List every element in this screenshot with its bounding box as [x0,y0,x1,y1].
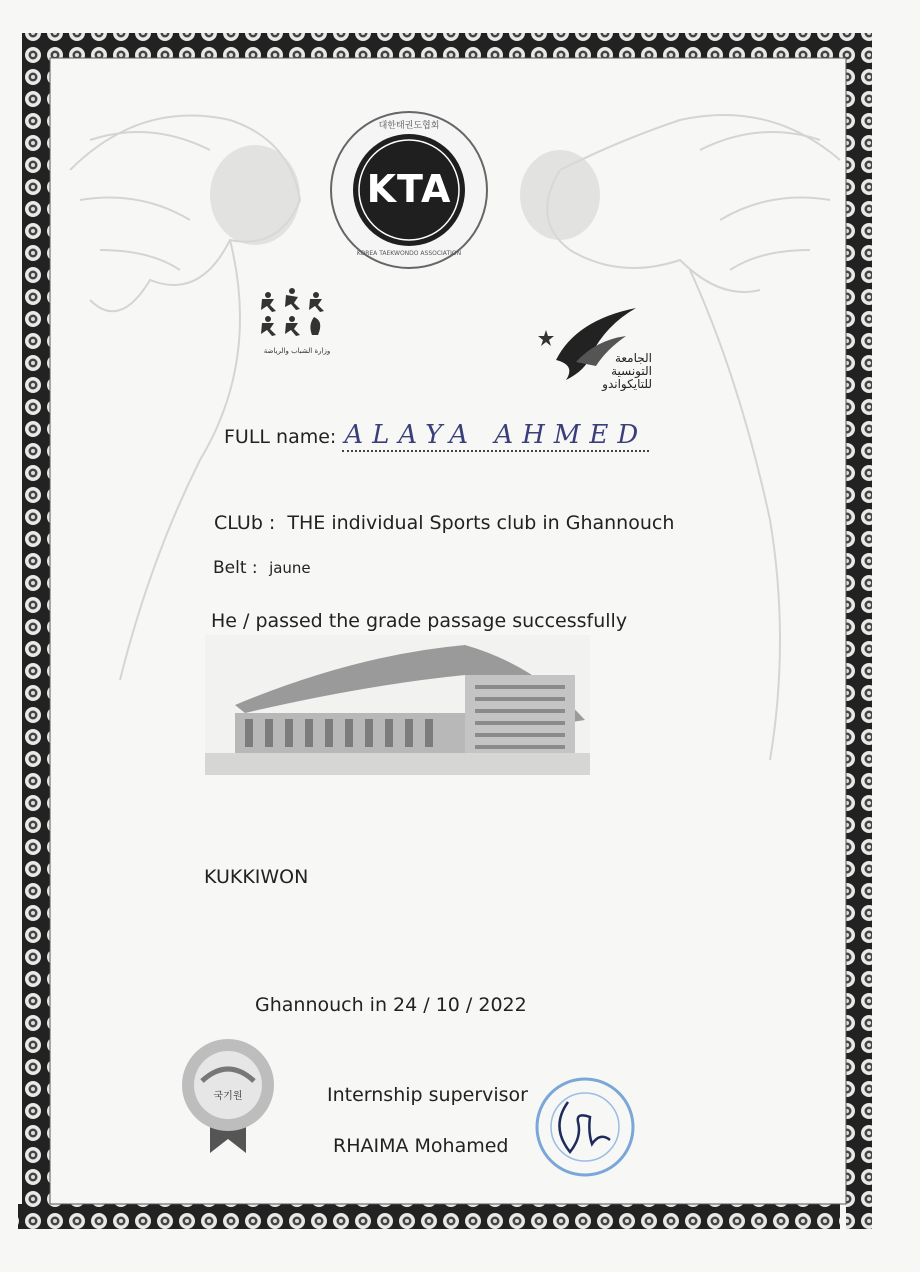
federation-name-line-1: الجامعة [614,351,652,365]
full-name-value: ALAYA AHMED [344,420,648,450]
club-stamp [530,1072,640,1182]
kukkiwon-seal [180,1035,278,1155]
full-name-label: FULL name: [224,426,343,448]
kta-logo [326,110,492,270]
federation-logo [536,300,656,395]
kta-logo-text: KTA [366,167,452,211]
federation-name-line-3: للتايكواندو [602,377,652,391]
seal-text: 국기원 [213,1091,243,1102]
issuer-name: KUKKIWON [204,866,309,888]
belt-value: jaune [269,559,311,577]
supervisor-title: Internship supervisor [327,1084,528,1106]
federation-name-line-2: التونسية [611,364,652,378]
place-date: Ghannouch in 24 / 10 / 2022 [255,994,527,1016]
grade-statement: He / passed the grade passage successfully [211,610,628,632]
kukkiwon-building-image [205,635,590,775]
ministry-caption: وزارة الشباب والرياضة [263,347,331,355]
ministry-logo [252,285,342,360]
full-name-row [224,420,649,452]
kta-ring-top-text: 대한태권도협회 [378,121,440,131]
club-label: CLUb : [214,512,276,534]
club-row [214,512,674,534]
kta-ring-bottom-text: KOREA TAEKWONDO ASSOCIATION [356,250,462,257]
belt-label: Belt : [213,558,258,578]
belt-row [213,558,311,578]
club-value: THE individual Sports club in Ghannouch [287,512,675,534]
supervisor-name: RHAIMA Mohamed [333,1135,509,1157]
